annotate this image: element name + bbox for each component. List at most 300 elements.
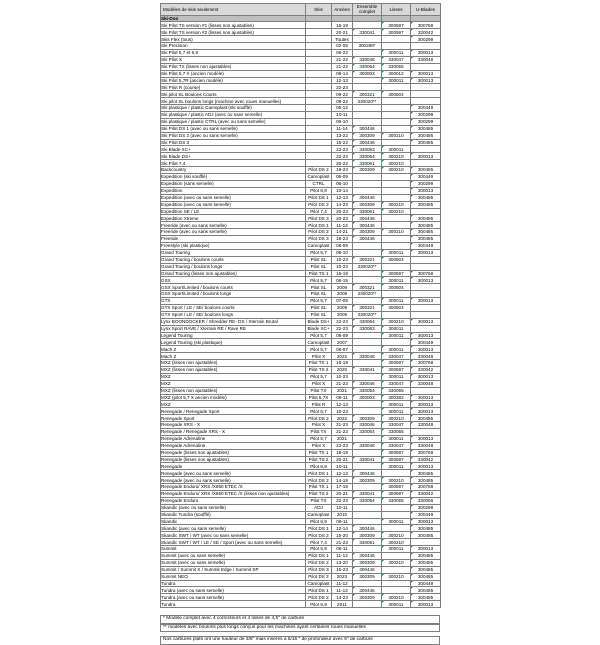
model-cell[interactable]: Renegade (lisses non ajustables) <box>161 456 306 463</box>
lisses-cell[interactable] <box>382 98 411 105</box>
skis-cell[interactable]: Pilot DS 3 <box>306 566 332 573</box>
skis-cell[interactable]: Pilot SL <box>306 284 332 291</box>
ublades-cell[interactable] <box>411 284 441 291</box>
lisses-cell[interactable]: 300210 <box>382 160 411 167</box>
years-cell[interactable]: 2020 <box>332 366 353 373</box>
skis-cell[interactable]: Pilot DS 2 <box>306 532 332 539</box>
ensemble-cell[interactable] <box>353 339 382 346</box>
ublades-cell[interactable]: 300485 <box>411 553 441 560</box>
model-cell[interactable]: Ski plastique / plastic ADJ (avec ou sans semelle) <box>161 112 306 119</box>
model-cell[interactable]: Renegade (lisses non ajustables) <box>161 449 306 456</box>
skis-cell[interactable]: Camoplast <box>306 339 332 346</box>
skis-cell[interactable]: Pilot TX <box>306 387 332 394</box>
years-cell[interactable]: 10-23 <box>332 256 353 263</box>
ensemble-cell[interactable]: 300309 <box>353 167 382 174</box>
ublades-cell[interactable] <box>411 146 441 153</box>
skis-cell[interactable]: Pilot 5,7 <box>306 408 332 415</box>
years-cell[interactable]: 15-22 <box>332 139 353 146</box>
ensemble-cell[interactable] <box>353 511 382 518</box>
ublades-cell[interactable]: 330042 <box>411 456 441 463</box>
years-cell[interactable]: 10-14 <box>332 187 353 194</box>
lisses-cell[interactable] <box>382 511 411 518</box>
skis-cell[interactable]: Pilot X <box>306 422 332 429</box>
skis-cell[interactable]: Pilot TS 1 <box>306 449 332 456</box>
lisses-cell[interactable]: 300504 <box>382 91 411 98</box>
lisses-cell[interactable] <box>382 263 411 270</box>
model-cell[interactable]: Ski pilot SL Boulons Courts <box>161 91 306 98</box>
ensemble-cell[interactable]: 330054 <box>353 63 382 70</box>
ensemble-cell[interactable]: 300309 <box>353 532 382 539</box>
years-cell[interactable]: 22-23 <box>332 325 353 332</box>
skis-cell[interactable]: Pilot DS 1 <box>306 525 332 532</box>
ensemble-cell[interactable] <box>353 180 382 187</box>
years-cell[interactable]: 10-11 <box>332 463 353 470</box>
model-cell[interactable]: Ski-Doo <box>161 15 306 22</box>
lisses-cell[interactable]: 300597 <box>382 366 411 373</box>
lisses-cell[interactable]: 300504 <box>382 256 411 263</box>
ublades-cell[interactable] <box>411 387 441 394</box>
skis-cell[interactable] <box>306 77 332 84</box>
model-cell[interactable]: Freeride <box>161 236 306 243</box>
lisses-cell[interactable]: 300011 <box>382 298 411 305</box>
years-cell[interactable]: 22-23 <box>332 146 353 153</box>
lisses-cell[interactable] <box>382 580 411 587</box>
years-cell[interactable]: 06-22 <box>332 50 353 57</box>
ensemble-cell[interactable] <box>353 360 382 367</box>
ensemble-cell[interactable] <box>353 408 382 415</box>
model-cell[interactable]: Lynx Sport RAVE / Xterrain RE / Rave RE <box>161 325 306 332</box>
years-cell[interactable]: 06-10 <box>332 249 353 256</box>
years-cell[interactable]: 11-13 <box>332 553 353 560</box>
years-cell[interactable]: 12-13 <box>332 470 353 477</box>
skis-cell[interactable]: Pilot 5,7 <box>306 435 332 442</box>
lisses-cell[interactable] <box>382 84 411 91</box>
skis-cell[interactable]: Pilot DS 2 <box>306 594 332 601</box>
ensemble-cell[interactable] <box>353 270 382 277</box>
years-cell[interactable]: 11-13 <box>332 587 353 594</box>
ublades-cell[interactable]: 300299 <box>411 36 441 43</box>
years-cell[interactable]: 2023 <box>332 573 353 580</box>
model-cell[interactable]: Renegade Enduro/ XRS /X850 ETEC /X <box>161 484 306 491</box>
lisses-cell[interactable]: 300011 <box>382 546 411 553</box>
years-cell[interactable]: 2021 <box>332 387 353 394</box>
ublades-cell[interactable]: 330042 <box>411 29 441 36</box>
model-cell[interactable]: Grand Touring / boulons longs <box>161 263 306 270</box>
ublades-cell[interactable]: 300013 <box>411 546 441 553</box>
lisses-cell[interactable]: 300011 <box>382 463 411 470</box>
lisses-cell[interactable]: 300597 <box>382 484 411 491</box>
ublades-cell[interactable]: 300485 <box>411 573 441 580</box>
years-cell[interactable]: 18-19 <box>332 449 353 456</box>
lisses-cell[interactable]: 300011 <box>382 401 411 408</box>
lisses-cell[interactable]: 300011 <box>382 50 411 57</box>
model-cell[interactable]: Ski plastique / plastic CTRL (avec ou sans semelle) <box>161 118 306 125</box>
lisses-cell[interactable] <box>382 15 411 22</box>
years-cell[interactable]: 14-23 <box>332 594 353 601</box>
lisses-cell[interactable]: 300597 <box>382 22 411 29</box>
model-cell[interactable]: Ski Pilot DS 1 (avec ou sans semelle) <box>161 125 306 132</box>
model-cell[interactable]: Summit (avec ou sans semelle) <box>161 553 306 560</box>
ublades-cell[interactable]: 300013 <box>411 277 441 284</box>
model-cell[interactable]: GSX Sport/Limited / boulons longs <box>161 291 306 298</box>
ensemble-cell[interactable]: 300309 <box>353 559 382 566</box>
model-cell[interactable]: Ski Pilot 5,7 X (ancien modèle) <box>161 70 306 77</box>
skis-cell[interactable]: Pilot 6,9 <box>306 518 332 525</box>
lisses-cell[interactable]: 330055 <box>382 63 411 70</box>
skis-cell[interactable]: Pilot DS 1 <box>306 553 332 560</box>
skis-cell[interactable]: Pilot TS 2 <box>306 491 332 498</box>
years-cell[interactable]: 12-13 <box>332 194 353 201</box>
skis-cell[interactable]: Pilot 5,7 <box>306 373 332 380</box>
ublades-cell[interactable]: 330048 <box>411 442 441 449</box>
years-cell[interactable]: 07-09 <box>332 298 353 305</box>
ensemble-cell[interactable] <box>353 77 382 84</box>
skis-cell[interactable] <box>306 125 332 132</box>
model-cell[interactable]: Expedition SE / LE <box>161 208 306 215</box>
ensemble-cell[interactable]: 300446 <box>353 587 382 594</box>
model-cell[interactable]: Ski Pilot 7,4 <box>161 160 306 167</box>
years-cell[interactable]: 12-13 <box>332 401 353 408</box>
skis-cell[interactable]: Pilot TS 1 <box>306 360 332 367</box>
skis-cell[interactable]: Pilot 5,7 <box>306 277 332 284</box>
skis-cell[interactable]: Pilot DS 2 <box>306 477 332 484</box>
model-cell[interactable]: Tundra (avec ou sans semelle) <box>161 587 306 594</box>
years-cell[interactable]: 22-23 <box>332 442 353 449</box>
years-cell[interactable]: 19-23 <box>332 167 353 174</box>
ublades-cell[interactable]: 300485 <box>411 222 441 229</box>
ensemble-cell[interactable] <box>353 249 382 256</box>
ublades-cell[interactable]: 300485 <box>411 132 441 139</box>
lisses-cell[interactable] <box>382 242 411 249</box>
ensemble-cell[interactable]: 300446 <box>353 236 382 243</box>
ensemble-cell[interactable]: 300288* <box>353 43 382 50</box>
skis-cell[interactable]: Pilot 6,9 <box>306 601 332 608</box>
years-cell[interactable]: 14-21 <box>332 229 353 236</box>
years-cell[interactable]: Toutes <box>332 36 353 43</box>
model-cell[interactable]: Grand Touring / boulons courts <box>161 256 306 263</box>
ensemble-cell[interactable]: 300309 <box>353 201 382 208</box>
ublades-cell[interactable]: 300485 <box>411 470 441 477</box>
skis-cell[interactable]: Pilot 5,7 <box>306 332 332 339</box>
years-cell[interactable]: 09-11 <box>332 394 353 401</box>
model-cell[interactable]: Tundra (avec ou sans semelle) <box>161 594 306 601</box>
header-ublades[interactable]: U-Blades <box>411 4 441 16</box>
years-cell[interactable]: 05-09 <box>332 174 353 181</box>
ublades-cell[interactable]: 330048 <box>411 353 441 360</box>
lisses-cell[interactable]: 300011 <box>382 332 411 339</box>
skis-cell[interactable]: Pilot 7,4 <box>306 208 332 215</box>
ensemble-cell[interactable]: 330046 <box>353 442 382 449</box>
lisses-cell[interactable] <box>382 504 411 511</box>
ublades-cell[interactable]: 330056 <box>411 497 441 504</box>
lisses-cell[interactable]: 300012 <box>382 70 411 77</box>
lisses-cell[interactable]: 300210 <box>382 415 411 422</box>
ensemble-cell[interactable]: 300321 <box>353 256 382 263</box>
ensemble-cell[interactable]: 330061 <box>353 160 382 167</box>
model-cell[interactable]: Ski Pilot TS version #1 (lisses non ajustables) <box>161 22 306 29</box>
ensemble-cell[interactable]: 330020** <box>353 98 382 105</box>
lisses-cell[interactable]: 300011 <box>382 346 411 353</box>
ensemble-cell[interactable] <box>353 36 382 43</box>
skis-cell[interactable] <box>306 15 332 22</box>
model-cell[interactable]: Renegade / Renegade Sport <box>161 408 306 415</box>
ublades-cell[interactable] <box>411 84 441 91</box>
ensemble-cell[interactable] <box>353 484 382 491</box>
years-cell[interactable]: 10-11 <box>332 504 353 511</box>
ublades-cell[interactable] <box>411 325 441 332</box>
skis-cell[interactable]: Pilot DS 1 <box>306 470 332 477</box>
ensemble-cell[interactable] <box>353 112 382 119</box>
skis-cell[interactable]: Pilot DS 2 <box>306 559 332 566</box>
ensemble-cell[interactable]: 300309 <box>353 573 382 580</box>
skis-cell[interactable] <box>306 146 332 153</box>
model-cell[interactable]: Ski Pilot TX (lisses non ajustables) <box>161 63 306 70</box>
ensemble-cell[interactable] <box>353 435 382 442</box>
model-cell[interactable]: Renegade (avec ou sans semelle) <box>161 477 306 484</box>
ensemble-cell[interactable] <box>353 298 382 305</box>
skis-cell[interactable]: Pilot SL <box>306 256 332 263</box>
years-cell[interactable]: 16-19 <box>332 22 353 29</box>
ublades-cell[interactable]: 300013 <box>411 346 441 353</box>
years-cell[interactable]: 02-06 <box>332 43 353 50</box>
lisses-cell[interactable] <box>382 118 411 125</box>
skis-cell[interactable] <box>306 63 332 70</box>
model-cell[interactable]: Grand Touring <box>161 249 306 256</box>
ensemble-cell[interactable] <box>353 22 382 29</box>
ublades-cell[interactable]: 300768 <box>411 449 441 456</box>
ensemble-cell[interactable]: 330064 <box>353 318 382 325</box>
skis-cell[interactable] <box>306 118 332 125</box>
ensemble-cell[interactable]: 330054 <box>353 387 382 394</box>
skis-cell[interactable]: Pilot X <box>306 380 332 387</box>
ensemble-cell[interactable]: 300321 <box>353 91 382 98</box>
ensemble-cell[interactable]: 330020** <box>353 311 382 318</box>
ensemble-cell[interactable] <box>353 277 382 284</box>
ensemble-cell[interactable] <box>353 174 382 181</box>
years-cell[interactable]: 20-23 <box>332 215 353 222</box>
lisses-cell[interactable] <box>382 139 411 146</box>
lisses-cell[interactable] <box>382 470 411 477</box>
ublades-cell[interactable]: 300485 <box>411 167 441 174</box>
ublades-cell[interactable]: 300299 <box>411 118 441 125</box>
ublades-cell[interactable]: 300299 <box>411 180 441 187</box>
lisses-cell[interactable]: 300210 <box>382 132 411 139</box>
skis-cell[interactable]: Pilot SL <box>306 291 332 298</box>
ensemble-cell[interactable] <box>353 187 382 194</box>
lisses-cell[interactable]: 300210 <box>382 318 411 325</box>
ublades-cell[interactable]: 330048 <box>411 380 441 387</box>
ensemble-cell[interactable]: 330046 <box>353 56 382 63</box>
model-cell[interactable]: Freeride (avec ou sans semelle) <box>161 222 306 229</box>
years-cell[interactable]: 21-22 <box>332 56 353 63</box>
model-cell[interactable]: Ski plastique / plastic Camoplast (ski soufflé) <box>161 105 306 112</box>
lisses-cell[interactable] <box>382 43 411 50</box>
ublades-cell[interactable]: 300013 <box>411 153 441 160</box>
model-cell[interactable]: Ski Precision <box>161 43 306 50</box>
ublades-cell[interactable]: 300485 <box>411 201 441 208</box>
model-cell[interactable]: Summit NEO <box>161 573 306 580</box>
lisses-cell[interactable]: 300210 <box>382 477 411 484</box>
ublades-cell[interactable] <box>411 15 441 22</box>
ensemble-cell[interactable]: 330061 <box>353 208 382 215</box>
years-cell[interactable]: 12-13 <box>332 77 353 84</box>
ensemble-cell[interactable]: 300446 <box>353 553 382 560</box>
years-cell[interactable]: 2021 <box>332 435 353 442</box>
lisses-cell[interactable]: 330047 <box>382 56 411 63</box>
ensemble-cell[interactable]: 330041 <box>353 491 382 498</box>
ensemble-cell[interactable]: 330054 <box>353 429 382 436</box>
lisses-cell[interactable] <box>382 194 411 201</box>
ublades-cell[interactable]: 300449 <box>411 511 441 518</box>
years-cell[interactable]: 16-19 <box>332 360 353 367</box>
lisses-cell[interactable]: 300011 <box>382 373 411 380</box>
years-cell[interactable]: 11-13 <box>332 222 353 229</box>
years-cell[interactable] <box>332 15 353 22</box>
model-cell[interactable]: Renegade Sport <box>161 415 306 422</box>
model-cell[interactable]: Tundra <box>161 580 306 587</box>
ensemble-cell[interactable]: 330046 <box>353 380 382 387</box>
ublades-cell[interactable]: 330048 <box>411 56 441 63</box>
skis-cell[interactable] <box>306 84 332 91</box>
lisses-cell[interactable]: 300210 <box>382 167 411 174</box>
skis-cell[interactable]: Pilot TS 1 <box>306 484 332 491</box>
skis-cell[interactable] <box>306 98 332 105</box>
model-cell[interactable]: GSX <box>161 277 306 284</box>
lisses-cell[interactable] <box>382 566 411 573</box>
skis-cell[interactable]: Pilot TX <box>306 497 332 504</box>
ublades-cell[interactable]: 300013 <box>411 463 441 470</box>
model-cell[interactable]: Renegade XRS - X <box>161 422 306 429</box>
ublades-cell[interactable]: 300485 <box>411 559 441 566</box>
lisses-cell[interactable] <box>382 187 411 194</box>
ublades-cell[interactable] <box>411 304 441 311</box>
lisses-cell[interactable]: 300382 <box>382 394 411 401</box>
years-cell[interactable]: 20-21 <box>332 29 353 36</box>
lisses-cell[interactable]: 300011 <box>382 435 411 442</box>
lisses-cell[interactable] <box>382 236 411 243</box>
ublades-cell[interactable]: 300013 <box>411 601 441 608</box>
model-cell[interactable]: Legend Touring (ski plastique) <box>161 339 306 346</box>
ensemble-cell[interactable] <box>353 580 382 587</box>
years-cell[interactable]: 20-22 <box>332 160 353 167</box>
model-cell[interactable]: Skandic SWT / WT (avec ou sans semelle) <box>161 532 306 539</box>
years-cell[interactable]: 21-23 <box>332 380 353 387</box>
model-cell[interactable]: Legend Touring <box>161 332 306 339</box>
model-cell[interactable]: Ski Pilot R (course) <box>161 84 306 91</box>
ublades-cell[interactable] <box>411 539 441 546</box>
model-cell[interactable]: Ski Pilot 5,7R (ancien modèle) <box>161 77 306 84</box>
ublades-cell[interactable]: 300449 <box>411 105 441 112</box>
model-cell[interactable]: Ski Blade DS+ <box>161 153 306 160</box>
ensemble-cell[interactable]: 300321 <box>353 304 382 311</box>
ublades-cell[interactable]: 300768 <box>411 484 441 491</box>
years-cell[interactable]: 21-22 <box>332 63 353 70</box>
lisses-cell[interactable]: 300597 <box>382 29 411 36</box>
model-cell[interactable]: Ski Pilot TS version #2 (lisses non ajustables) <box>161 29 306 36</box>
ensemble-cell[interactable] <box>353 504 382 511</box>
skis-cell[interactable]: Pilot DS 2 <box>306 167 332 174</box>
ublades-cell[interactable]: 330042 <box>411 366 441 373</box>
years-cell[interactable]: 22-23 <box>332 153 353 160</box>
model-cell[interactable]: MXZ <box>161 401 306 408</box>
lisses-cell[interactable]: 300011 <box>382 408 411 415</box>
ensemble-cell[interactable]: 330063 <box>353 146 382 153</box>
ensemble-cell[interactable]: 300309 <box>353 415 382 422</box>
years-cell[interactable]: 2011 <box>332 601 353 608</box>
skis-cell[interactable]: Pilot DS 3 <box>306 215 332 222</box>
years-cell[interactable]: 16-19 <box>332 270 353 277</box>
years-cell[interactable]: 22-23 <box>332 318 353 325</box>
model-cell[interactable]: Lynx BOONDOCKER / Shredder RE- DS / Xterrain Brutal <box>161 318 306 325</box>
model-cell[interactable]: Renegade Adrenaline <box>161 435 306 442</box>
model-cell[interactable]: Ski Pilot X <box>161 56 306 63</box>
years-cell[interactable]: 06-07 <box>332 346 353 353</box>
years-cell[interactable]: 22-23 <box>332 497 353 504</box>
model-cell[interactable]: Renegade Enduro <box>161 497 306 504</box>
ublades-cell[interactable]: 300768 <box>411 270 441 277</box>
ensemble-cell[interactable] <box>353 242 382 249</box>
skis-cell[interactable]: Pilot 5,7 <box>306 298 332 305</box>
years-cell[interactable]: 15-20 <box>332 532 353 539</box>
ublades-cell[interactable] <box>411 311 441 318</box>
years-cell[interactable]: 13-20 <box>332 559 353 566</box>
lisses-cell[interactable] <box>382 105 411 112</box>
ublades-cell[interactable] <box>411 256 441 263</box>
lisses-cell[interactable] <box>382 112 411 119</box>
model-cell[interactable]: GSX Sport/Limited / boulons courts <box>161 284 306 291</box>
ublades-cell[interactable]: 300013 <box>411 187 441 194</box>
lisses-cell[interactable]: 300210 <box>382 229 411 236</box>
years-cell[interactable]: 22-23 <box>332 84 353 91</box>
lisses-cell[interactable]: 300597 <box>382 449 411 456</box>
years-cell[interactable]: 12-14 <box>332 525 353 532</box>
ensemble-cell[interactable]: 330020** <box>353 291 382 298</box>
ensemble-cell[interactable] <box>353 601 382 608</box>
years-cell[interactable]: 14-23 <box>332 201 353 208</box>
years-cell[interactable]: 2022 <box>332 415 353 422</box>
ensemble-cell[interactable]: 330020** <box>353 263 382 270</box>
ensemble-cell[interactable]: 300309 <box>353 594 382 601</box>
years-cell[interactable]: 06-11 <box>332 546 353 553</box>
model-cell[interactable]: Expedition (sans semelle) <box>161 180 306 187</box>
lisses-cell[interactable]: 300597 <box>382 270 411 277</box>
ensemble-cell[interactable] <box>353 118 382 125</box>
skis-cell[interactable]: Pilot 6,9 <box>306 546 332 553</box>
lisses-cell[interactable] <box>382 125 411 132</box>
skis-cell[interactable]: Pilot R <box>306 401 332 408</box>
ensemble-cell[interactable]: 300309 <box>353 229 382 236</box>
ensemble-cell[interactable]: 330041 <box>353 366 382 373</box>
lisses-cell[interactable]: 300504 <box>382 284 411 291</box>
ublades-cell[interactable]: 300485 <box>411 229 441 236</box>
skis-cell[interactable]: Camoplast <box>306 580 332 587</box>
lisses-cell[interactable]: 300210 <box>382 208 411 215</box>
ensemble-cell[interactable]: 330064 <box>353 153 382 160</box>
years-cell[interactable]: 2009 <box>332 304 353 311</box>
skis-cell[interactable]: Camoplast <box>306 174 332 181</box>
lisses-cell[interactable]: 300504 <box>382 304 411 311</box>
lisses-cell[interactable] <box>382 215 411 222</box>
ublades-cell[interactable]: 300449 <box>411 242 441 249</box>
ensemble-cell[interactable]: 300446 <box>353 215 382 222</box>
skis-cell[interactable]: Pilot TX <box>306 429 332 436</box>
years-cell[interactable]: 13-22 <box>332 132 353 139</box>
ensemble-cell[interactable] <box>353 346 382 353</box>
lisses-cell[interactable]: 300210 <box>382 201 411 208</box>
ublades-cell[interactable]: 300013 <box>411 373 441 380</box>
ublades-cell[interactable]: 300485 <box>411 236 441 243</box>
ensemble-cell[interactable]: 300321 <box>353 284 382 291</box>
